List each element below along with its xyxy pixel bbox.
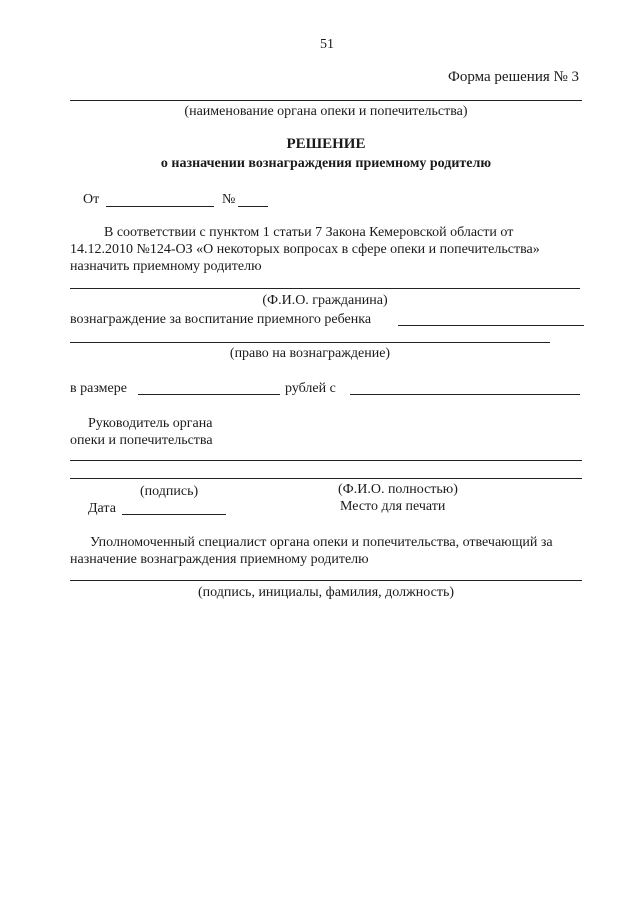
head-field-line-1[interactable] bbox=[70, 460, 582, 461]
amount-field-line[interactable] bbox=[138, 394, 280, 395]
right-field-line[interactable] bbox=[70, 342, 550, 343]
amount-label: в размере bbox=[70, 381, 127, 396]
specialist-line-2: назначение вознаграждения приемному родителю bbox=[70, 552, 369, 567]
rub-label: рублей с bbox=[285, 381, 336, 396]
specialist-caption: (подпись, инициалы, фамилия, должность) bbox=[197, 585, 455, 600]
form-label: Форма решения № 3 bbox=[448, 69, 580, 85]
paragraph-line-3: назначить приемному родителю bbox=[70, 259, 262, 274]
reward-field-line[interactable] bbox=[398, 325, 584, 326]
signature-caption: (подпись) bbox=[140, 484, 199, 499]
number-field-line[interactable] bbox=[238, 206, 268, 207]
head-label-line-2: опеки и попечительства bbox=[70, 433, 213, 448]
head-field-line-2[interactable] bbox=[70, 478, 582, 479]
start-date-field-line[interactable] bbox=[350, 394, 580, 395]
specialist-line-1: Уполномоченный специалист органа опеки и попечительства, отвечающий за bbox=[90, 535, 553, 550]
reward-label: вознаграждение за воспитание приемного ребенка bbox=[70, 312, 372, 327]
fio-caption: (Ф.И.О. гражданина) bbox=[262, 293, 388, 308]
head-label-line-1: Руководитель органа bbox=[88, 416, 213, 431]
seal-label: Место для печати bbox=[340, 499, 446, 514]
sign-date-label: Дата bbox=[88, 501, 116, 516]
date-field-line[interactable] bbox=[106, 206, 214, 207]
specialist-field-line[interactable] bbox=[70, 580, 582, 581]
number-label: № bbox=[222, 192, 236, 207]
page-number: 51 bbox=[320, 37, 334, 52]
organ-name-line bbox=[70, 100, 582, 101]
right-caption: (право на вознаграждение) bbox=[229, 346, 391, 361]
organ-caption: (наименование органа опеки и попечительства) bbox=[184, 104, 468, 119]
paragraph-line-2: 14.12.2010 №124-ОЗ «О некоторых вопросах в сфере опеки и попечительства» bbox=[70, 242, 540, 257]
document-subtitle: о назначении вознаграждения приемному родителю bbox=[160, 156, 492, 171]
paragraph-line-1: В соответствии с пунктом 1 статьи 7 Закона Кемеровской области от bbox=[104, 225, 514, 240]
fio-field-line[interactable] bbox=[70, 288, 580, 289]
fio-full-caption: (Ф.И.О. полностью) bbox=[338, 482, 458, 497]
sign-date-field-line[interactable] bbox=[122, 514, 226, 515]
date-label: От bbox=[83, 192, 100, 207]
document-title: РЕШЕНИЕ bbox=[286, 136, 366, 152]
